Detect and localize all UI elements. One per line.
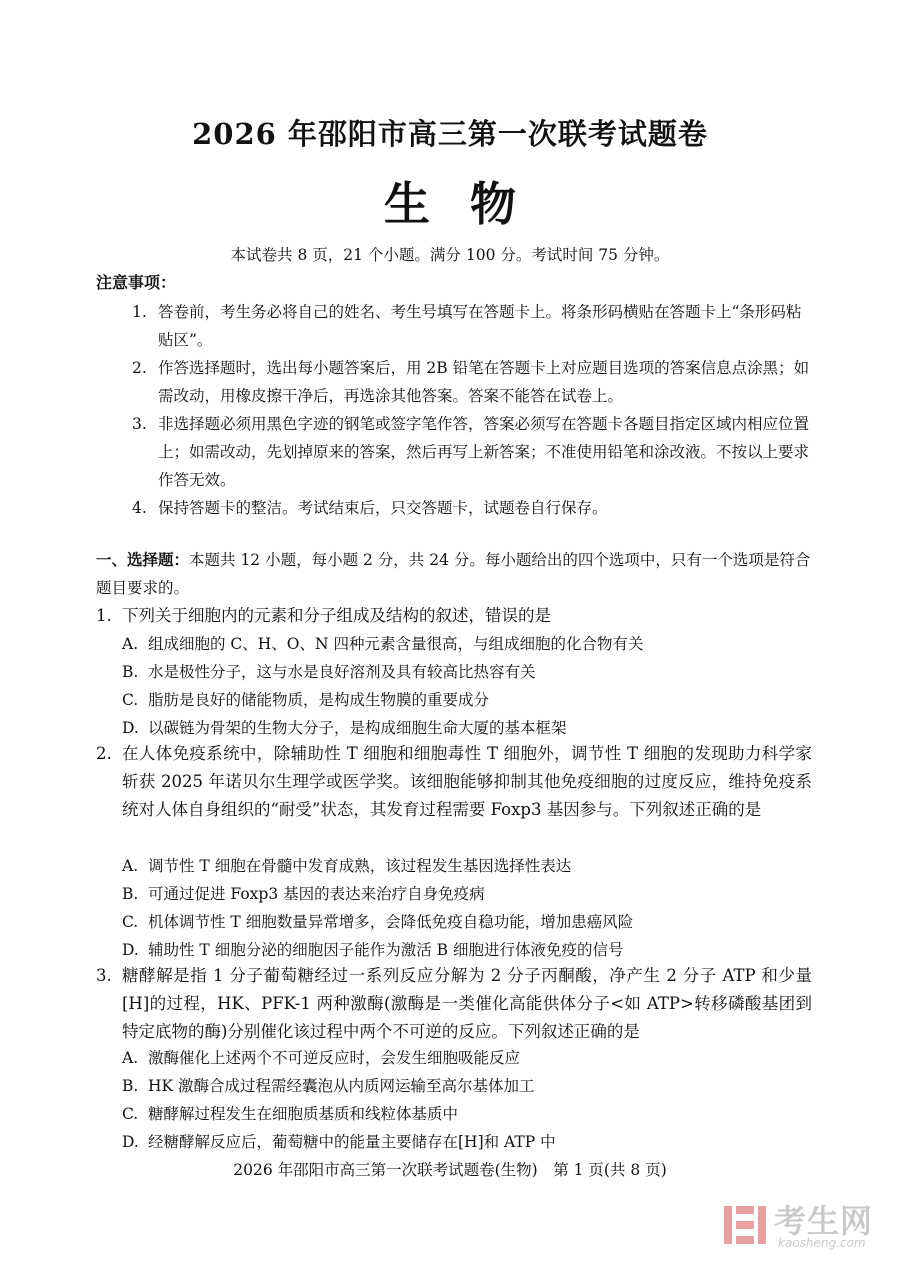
note-text: 保持答题卡的整洁。考试结束后，只交答题卡，试题卷自行保存。 (158, 499, 608, 517)
option-d (122, 1128, 812, 1156)
option-c (122, 686, 812, 714)
question-text: 在人体免疫系统中，除辅助性 T 细胞和细胞毒性 T 细胞外，调节性 T 细胞的发现助力科学家斩获 2025 年诺贝尔生理学或医学奖。该细胞能够抑制其他免疫细胞的过度反应，维持免疫系统对人体自身组织的“耐受”状态，其发育过程需要 Foxp3 基因参与。下列叙述正确的是 (122, 744, 812, 819)
note-item (132, 298, 812, 354)
option-label: D. (122, 1133, 139, 1151)
option-d (122, 714, 812, 742)
option-a (122, 1044, 812, 1072)
option-c (122, 908, 812, 936)
question-stem (96, 602, 812, 630)
option-label: A. (122, 1049, 139, 1067)
option-text: 激酶催化上述两个不可逆反应时，会发生细胞吸能反应 (148, 1049, 521, 1067)
option-d (122, 936, 812, 964)
option-label: C. (122, 691, 139, 709)
option-text: HK 激酶合成过程需经囊泡从内质网运输至高尔基体加工 (148, 1077, 535, 1095)
section-instructions: 本题共 12 小题，每小题 2 分，共 24 分。每小题给出的四个选项中，只有一个选项是符合题目要求的。 (96, 551, 811, 597)
watermark (722, 1196, 882, 1260)
option-label: B. (122, 885, 139, 903)
note-number: 1. (132, 303, 147, 321)
option-a (122, 630, 812, 658)
note-number: 2. (132, 359, 147, 377)
watermark-url: kaosheng.com (778, 1236, 866, 1250)
option-text: 水是极性分子，这与水是良好溶剂及具有较高比热容有关 (148, 663, 536, 681)
exam-title: 2026 年邵阳市高三第一次联考试题卷 (192, 117, 708, 151)
option-label: C. (122, 913, 139, 931)
question-number: 2. (96, 744, 112, 763)
note-item (132, 494, 812, 522)
section-heading (96, 546, 812, 602)
note-text: 答卷前，考生务必将自己的姓名、考生号填写在答题卡上。将条形码横贴在答题卡上“条形码粘贴区”。 (158, 303, 802, 349)
note-text: 作答选择题时，选出每小题答案后，用 2B 铅笔在答题卡上对应题目选项的答案信息点涂黑；如需改动，用橡皮擦干净后，再选涂其他答案。答案不能答在试卷上。 (158, 359, 810, 405)
note-text: 非选择题必须用黑色字迹的钢笔或签字笔作答，答案必须写在答题卡各题目指定区域内相应位置上；如需改动，先划掉原来的答案，然后再写上新答案；不准使用铅笔和涂改液。不按以上要求作答无效。 (158, 415, 810, 489)
option-label: B. (122, 1077, 139, 1095)
option-text: 以碳链为骨架的生物大分子，是构成细胞生命大厦的基本框架 (148, 719, 567, 737)
option-label: D. (122, 719, 139, 737)
notes-heading: 注意事项： (96, 273, 177, 292)
question-text: 糖酵解是指 1 分子葡萄糖经过一系列反应分解为 2 分子丙酮酸，净产生 2 分子 ATP 和少量[H]的过程，HK、PFK-1 两种激酶(激酶是一类催化高能供体分子<如 ATP>转移磷酸基团到特定底物的酶)分别催化该过程中两个不可逆的反应。下列叙述正确的是 (122, 966, 812, 1041)
option-text: 组成细胞的 C、H、O、N 四种元素含量很高，与组成细胞的化合物有关 (148, 635, 644, 653)
option-label: D. (122, 941, 139, 959)
option-b (122, 1072, 812, 1100)
section-label: 一、选择题： (96, 551, 190, 569)
option-text: 调节性 T 细胞在骨髓中发育成熟，该过程发生基因选择性表达 (148, 857, 572, 875)
option-label: C. (122, 1105, 139, 1123)
option-text: 机体调节性 T 细胞数量异常增多，会降低免疫自稳功能，增加患癌风险 (148, 913, 634, 931)
option-label: A. (122, 857, 139, 875)
option-text: 经糖酵解反应后，葡萄糖中的能量主要储存在[H]和 ATP 中 (148, 1133, 556, 1151)
option-b (122, 658, 812, 686)
kaosheng-logo-icon (722, 1202, 768, 1248)
option-text: 辅助性 T 细胞分泌的细胞因子能作为激活 B 细胞进行体液免疫的信号 (148, 941, 624, 959)
watermark-brand: 考生网 (774, 1202, 874, 1240)
exam-info: 本试卷共 8 页，21 个小题。满分 100 分。考试时间 75 分钟。 (230, 246, 670, 264)
question-text: 下列关于细胞内的元素和分子组成及结构的叙述，错误的是 (122, 606, 551, 625)
note-number: 4. (132, 499, 147, 517)
option-label: B. (122, 663, 139, 681)
option-label: A. (122, 635, 139, 653)
question-number: 3. (96, 966, 112, 985)
option-a (122, 852, 812, 880)
option-text: 脂肪是良好的储能物质，是构成生物膜的重要成分 (148, 691, 490, 709)
note-item (132, 410, 812, 494)
option-c (122, 1100, 812, 1128)
question-stem (96, 962, 812, 1046)
option-text: 糖酵解过程发生在细胞质基质和线粒体基质中 (148, 1105, 459, 1123)
option-b (122, 880, 812, 908)
page-footer: 2026 年邵阳市高三第一次联考试题卷(生物) 第 1 页(共 8 页) (233, 1161, 667, 1179)
question-stem (96, 740, 812, 824)
note-item (132, 354, 812, 410)
question-number: 1. (96, 606, 112, 625)
option-text: 可通过促进 Foxp3 基因的表达来治疗自身免疫病 (148, 885, 485, 903)
note-number: 3. (132, 415, 147, 433)
subject-title: 生物 (384, 177, 556, 231)
